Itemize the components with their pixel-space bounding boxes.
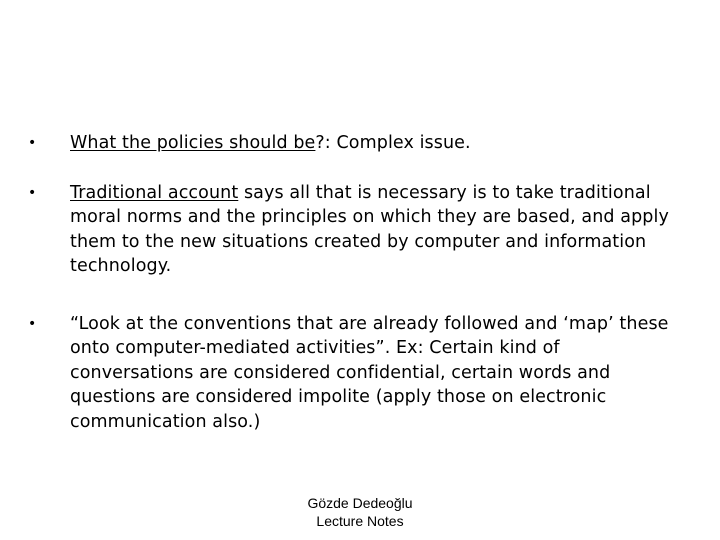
bullet-underlined-term: What the policies should be: [70, 133, 316, 153]
bullet-text: says all that is necessary is to take traditional moral norms and the principles on which they are based, and apply them to the new situations created by computer and information technology.: [70, 182, 669, 276]
bullet-text: ?: Complex issue.: [315, 133, 471, 153]
bullet-dot-icon: •: [28, 135, 37, 151]
bullet-dot-icon: •: [28, 184, 37, 201]
slide-footer: [240, 494, 480, 530]
footer-subtitle: Lecture Notes: [316, 513, 404, 529]
bullet-dot-icon: •: [28, 315, 37, 332]
bullet-list: [26, 131, 686, 459]
bullet-underlined-term: Traditional account: [70, 182, 239, 203]
bullet-text: “Look at the conventions that are already followed and ‘map’ these onto computer-mediated activities”. Ex: Certain kind of conversations are considered confidential, certain words and questions are considered impolite (apply those on electronic communication also.): [70, 313, 669, 432]
bullet-item-conventions: [26, 312, 686, 435]
footer-author: Gözde Dedeoğlu: [307, 495, 413, 511]
bullet-item-traditional-account: [26, 181, 686, 279]
bullet-item-policies: [26, 131, 686, 156]
